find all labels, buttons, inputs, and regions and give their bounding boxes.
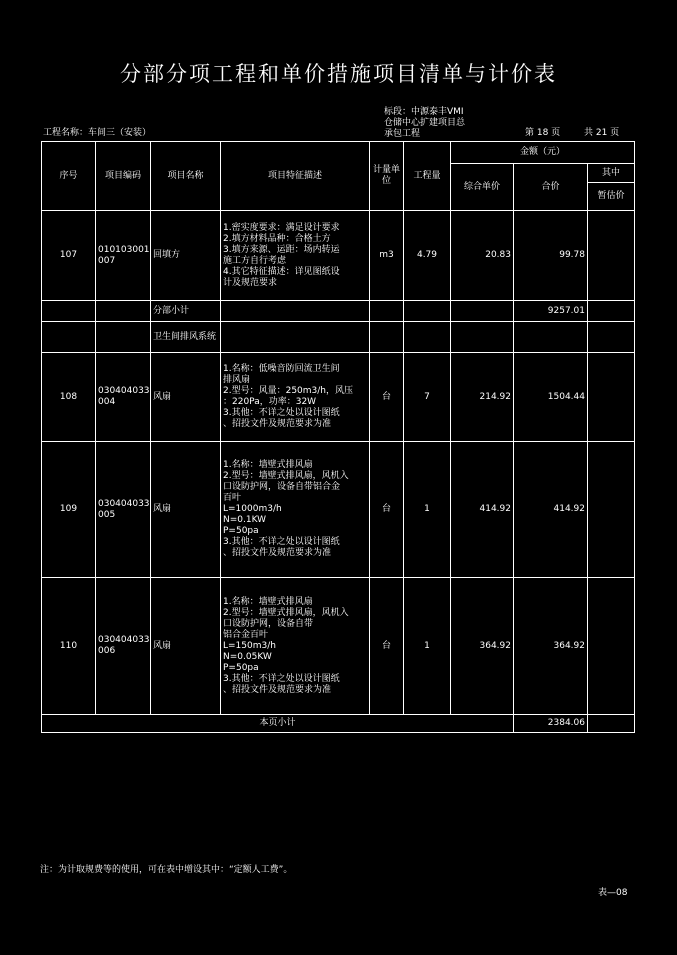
cell-name: 分部小计 [151, 301, 221, 322]
col-header-total: 合价 [514, 164, 588, 211]
cell-empty [588, 301, 635, 322]
footnote: 注：为计取规费等的使用，可在表中增设其中：“定额人工费”。 [40, 865, 293, 875]
table-row [42, 578, 635, 715]
cell-total: 9257.01 [514, 301, 588, 322]
cell-empty [42, 322, 96, 353]
cell-empty [404, 322, 451, 353]
cell-seq: 110 [42, 578, 96, 715]
cell-unit-price: 414.92 [451, 442, 514, 578]
section-line: 承包工程 [384, 129, 421, 139]
cell-total: 364.92 [514, 578, 588, 715]
table-row-section [42, 322, 635, 353]
cell-unit: 台 [370, 442, 404, 578]
col-header-amount: 金额（元） [451, 142, 635, 164]
cell-code: 010103001 007 [96, 211, 151, 301]
cell-unit-price: 364.92 [451, 578, 514, 715]
cell-total: 414.92 [514, 442, 588, 578]
cell-provisional [588, 578, 635, 715]
cell-provisional [588, 442, 635, 578]
cell-empty [370, 322, 404, 353]
cell-qty: 1 [404, 578, 451, 715]
cell-unit: 台 [370, 353, 404, 442]
section-line: 标段：中源泰丰VMI [384, 107, 464, 117]
cell-qty: 4.79 [404, 211, 451, 301]
cell-seq: 109 [42, 442, 96, 578]
table-row [42, 353, 635, 442]
cell-empty [96, 301, 151, 322]
cell-seq: 108 [42, 353, 96, 442]
cell-empty [588, 715, 635, 733]
cell-empty [221, 322, 370, 353]
cell-desc: 1.名称：墙壁式排风扇 2.型号：墙壁式排风扇，风机入 口设防护网，设备自带 铝合金百叶 L=150m3/h N=0.05KW P=50pa 3.其他：不详之处以设计图纸 、招投文件及规范要求为准 [221, 578, 370, 715]
cell-desc: 1.名称：墙壁式排风扇 2.型号：墙壁式排风扇，风机入 口设防护网，设备自带铝合金 百叶 L=1000m3/h N=0.1KW P=50pa 3.其他：不详之处以设计图纸 、招投文件及规范要求为准 [221, 442, 370, 578]
cell-empty [221, 301, 370, 322]
cell-unit-price: 20.83 [451, 211, 514, 301]
page-title: 分部分项工程和单价措施项目清单与计价表 [120, 62, 557, 86]
table-row [42, 442, 635, 578]
cell-qty: 1 [404, 442, 451, 578]
cell-desc: 1.密实度要求：满足设计要求 2.填方材料品种：合格土方 3.填方来源、运距：场内转运 施工方自行考虑 4.其它特征描述：详见图纸设 计及规范要求 [221, 211, 370, 301]
col-header-desc: 项目特征描述 [221, 142, 370, 211]
col-header-provisional: 暂估价 [588, 183, 635, 211]
cell-empty [370, 301, 404, 322]
cell-unit-price: 214.92 [451, 353, 514, 442]
cell-total: 99.78 [514, 211, 588, 301]
cell-code: 030404033 004 [96, 353, 151, 442]
cell-name: 卫生间排风系统 [151, 322, 221, 353]
pricing-table [41, 141, 635, 733]
cell-empty [588, 322, 635, 353]
page-subtotal-label: 本页小计 [42, 715, 514, 733]
cell-empty [451, 322, 514, 353]
cell-seq: 107 [42, 211, 96, 301]
cell-name: 风扇 [151, 353, 221, 442]
page-code: 表—08 [598, 888, 628, 898]
section-line: 仓储中心扩建项目总 [384, 118, 466, 128]
cell-name: 风扇 [151, 442, 221, 578]
table-row-page-subtotal [42, 715, 635, 733]
cell-unit: 台 [370, 578, 404, 715]
project-name-label: 工程名称：车间三（安装） [43, 128, 152, 138]
cell-provisional [588, 211, 635, 301]
col-header-of-which: 其中 [588, 164, 635, 183]
cell-empty [42, 301, 96, 322]
table-row [42, 211, 635, 301]
table-row-subtotal [42, 301, 635, 322]
col-header-unit-price: 综合单价 [451, 164, 514, 211]
table-header-row [42, 142, 635, 164]
col-header-seq: 序号 [42, 142, 96, 211]
cell-code: 030404033 005 [96, 442, 151, 578]
page-subtotal-total: 2384.06 [514, 715, 588, 733]
cell-code: 030404033 006 [96, 578, 151, 715]
page-total: 共 21 页 [584, 128, 620, 138]
col-header-code: 项目编码 [96, 142, 151, 211]
col-header-qty: 工程量 [404, 142, 451, 211]
section-label [384, 107, 465, 140]
col-header-name: 项目名称 [151, 142, 221, 211]
cell-empty [514, 322, 588, 353]
cell-unit: m3 [370, 211, 404, 301]
cell-name: 风扇 [151, 578, 221, 715]
cell-total: 1504.44 [514, 353, 588, 442]
cell-empty [96, 322, 151, 353]
cell-name: 回填方 [151, 211, 221, 301]
cell-empty [451, 301, 514, 322]
cell-provisional [588, 353, 635, 442]
cell-qty: 7 [404, 353, 451, 442]
col-header-unit: 计量单位 [370, 142, 404, 211]
cell-desc: 1.名称：低噪音防回流卫生间 排风扇 2.型号：风量：250m3/h，风压 ：220Pa，功率：32W 3.其他：不详之处以设计图纸 、招投文件及规范要求为准 [221, 353, 370, 442]
page-number: 第 18 页 [525, 128, 561, 138]
cell-empty [404, 301, 451, 322]
